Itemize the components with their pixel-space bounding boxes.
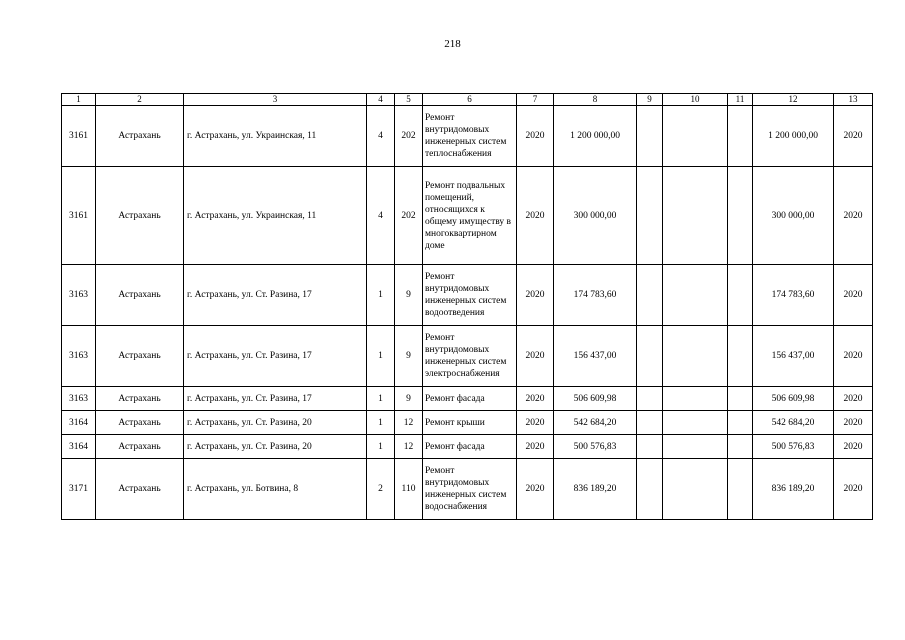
cell-id: 3161	[62, 167, 96, 265]
cell-col10	[663, 326, 728, 387]
cell-col11	[728, 265, 753, 326]
cell-col11	[728, 387, 753, 411]
cell-id: 3163	[62, 326, 96, 387]
table-row	[62, 411, 873, 435]
cell-city: Астрахань	[96, 435, 184, 459]
cell-amount: 836 189,20	[554, 459, 637, 520]
cell-city: Астрахань	[96, 387, 184, 411]
cell-year-end: 2020	[834, 265, 873, 326]
cell-address: г. Астрахань, ул. Украинская, 11	[184, 106, 367, 167]
cell-address: г. Астрахань, ул. Ст. Разина, 20	[184, 411, 367, 435]
cell-col5: 9	[395, 387, 423, 411]
cell-col5: 12	[395, 435, 423, 459]
cell-col4: 1	[367, 411, 395, 435]
cell-address: г. Астрахань, ул. Ст. Разина, 17	[184, 265, 367, 326]
cell-city: Астрахань	[96, 411, 184, 435]
column-header: 12	[753, 94, 834, 106]
column-header: 5	[395, 94, 423, 106]
cell-work-type: Ремонт крыши	[423, 411, 517, 435]
cell-city: Астрахань	[96, 326, 184, 387]
cell-amount: 506 609,98	[554, 387, 637, 411]
cell-address: г. Астрахань, ул. Украинская, 11	[184, 167, 367, 265]
cell-work-type: Ремонт фасада	[423, 435, 517, 459]
cell-year: 2020	[517, 106, 554, 167]
cell-col4: 1	[367, 326, 395, 387]
page-number: 218	[444, 38, 461, 50]
cell-id: 3164	[62, 435, 96, 459]
header-row	[62, 94, 873, 106]
column-header: 11	[728, 94, 753, 106]
cell-col4: 2	[367, 459, 395, 520]
table-row	[62, 387, 873, 411]
column-header: 2	[96, 94, 184, 106]
cell-id: 3163	[62, 265, 96, 326]
cell-year: 2020	[517, 459, 554, 520]
cell-year: 2020	[517, 411, 554, 435]
cell-col11	[728, 167, 753, 265]
cell-year-end: 2020	[834, 106, 873, 167]
cell-col9	[637, 459, 663, 520]
cell-amount-total: 500 576,83	[753, 435, 834, 459]
cell-amount: 542 684,20	[554, 411, 637, 435]
cell-city: Астрахань	[96, 167, 184, 265]
cell-year: 2020	[517, 167, 554, 265]
cell-id: 3164	[62, 411, 96, 435]
cell-col11	[728, 435, 753, 459]
cell-city: Астрахань	[96, 265, 184, 326]
cell-col9	[637, 265, 663, 326]
cell-amount-total: 836 189,20	[753, 459, 834, 520]
cell-col11	[728, 411, 753, 435]
cell-address: г. Астрахань, ул. Ст. Разина, 20	[184, 435, 367, 459]
cell-city: Астрахань	[96, 459, 184, 520]
column-header: 10	[663, 94, 728, 106]
cell-amount: 500 576,83	[554, 435, 637, 459]
cell-col4: 4	[367, 167, 395, 265]
table-row	[62, 106, 873, 167]
column-header: 6	[423, 94, 517, 106]
cell-amount: 174 783,60	[554, 265, 637, 326]
cell-year-end: 2020	[834, 459, 873, 520]
cell-id: 3171	[62, 459, 96, 520]
cell-work-type: Ремонт внутридомовых инженерных систем теплоснабжения	[423, 106, 517, 167]
table-row	[62, 265, 873, 326]
cell-col9	[637, 326, 663, 387]
cell-amount-total: 300 000,00	[753, 167, 834, 265]
cell-col10	[663, 435, 728, 459]
cell-amount: 1 200 000,00	[554, 106, 637, 167]
cell-year-end: 2020	[834, 387, 873, 411]
cell-amount-total: 542 684,20	[753, 411, 834, 435]
cell-amount: 300 000,00	[554, 167, 637, 265]
cell-col9	[637, 167, 663, 265]
cell-col10	[663, 459, 728, 520]
cell-address: г. Астрахань, ул. Ботвина, 8	[184, 459, 367, 520]
cell-id: 3161	[62, 106, 96, 167]
cell-year: 2020	[517, 326, 554, 387]
cell-col10	[663, 167, 728, 265]
cell-col10	[663, 411, 728, 435]
cell-amount: 156 437,00	[554, 326, 637, 387]
cell-col9	[637, 435, 663, 459]
cell-year-end: 2020	[834, 326, 873, 387]
cell-year-end: 2020	[834, 167, 873, 265]
cell-col4: 1	[367, 435, 395, 459]
column-header: 9	[637, 94, 663, 106]
cell-year-end: 2020	[834, 411, 873, 435]
cell-col4: 1	[367, 387, 395, 411]
column-header: 13	[834, 94, 873, 106]
cell-work-type: Ремонт фасада	[423, 387, 517, 411]
cell-amount-total: 174 783,60	[753, 265, 834, 326]
table-row	[62, 435, 873, 459]
cell-col5: 9	[395, 265, 423, 326]
table-row	[62, 167, 873, 265]
column-header: 4	[367, 94, 395, 106]
cell-year: 2020	[517, 435, 554, 459]
cell-amount-total: 506 609,98	[753, 387, 834, 411]
cell-address: г. Астрахань, ул. Ст. Разина, 17	[184, 326, 367, 387]
table-row	[62, 459, 873, 520]
cell-col11	[728, 459, 753, 520]
column-header: 1	[62, 94, 96, 106]
cell-amount-total: 1 200 000,00	[753, 106, 834, 167]
works-table	[61, 93, 873, 520]
cell-col5: 12	[395, 411, 423, 435]
cell-year-end: 2020	[834, 435, 873, 459]
column-header: 7	[517, 94, 554, 106]
cell-id: 3163	[62, 387, 96, 411]
cell-city: Астрахань	[96, 106, 184, 167]
cell-col10	[663, 106, 728, 167]
cell-work-type: Ремонт внутридомовых инженерных систем водоотведения	[423, 265, 517, 326]
cell-col5: 9	[395, 326, 423, 387]
cell-work-type: Ремонт внутридомовых инженерных систем водоснабжения	[423, 459, 517, 520]
cell-col11	[728, 106, 753, 167]
cell-col11	[728, 326, 753, 387]
cell-col4: 1	[367, 265, 395, 326]
cell-work-type: Ремонт внутридомовых инженерных систем электроснабжения	[423, 326, 517, 387]
cell-year: 2020	[517, 265, 554, 326]
column-header: 3	[184, 94, 367, 106]
cell-address: г. Астрахань, ул. Ст. Разина, 17	[184, 387, 367, 411]
cell-amount-total: 156 437,00	[753, 326, 834, 387]
table-row	[62, 326, 873, 387]
cell-col5: 202	[395, 106, 423, 167]
column-header: 8	[554, 94, 637, 106]
cell-col10	[663, 265, 728, 326]
cell-work-type: Ремонт подвальных помещений, относящихся к общему имуществу в многоквартирном доме	[423, 167, 517, 265]
cell-col9	[637, 106, 663, 167]
cell-year: 2020	[517, 387, 554, 411]
cell-col9	[637, 387, 663, 411]
cell-col5: 202	[395, 167, 423, 265]
cell-col4: 4	[367, 106, 395, 167]
cell-col10	[663, 387, 728, 411]
cell-col9	[637, 411, 663, 435]
cell-col5: 110	[395, 459, 423, 520]
